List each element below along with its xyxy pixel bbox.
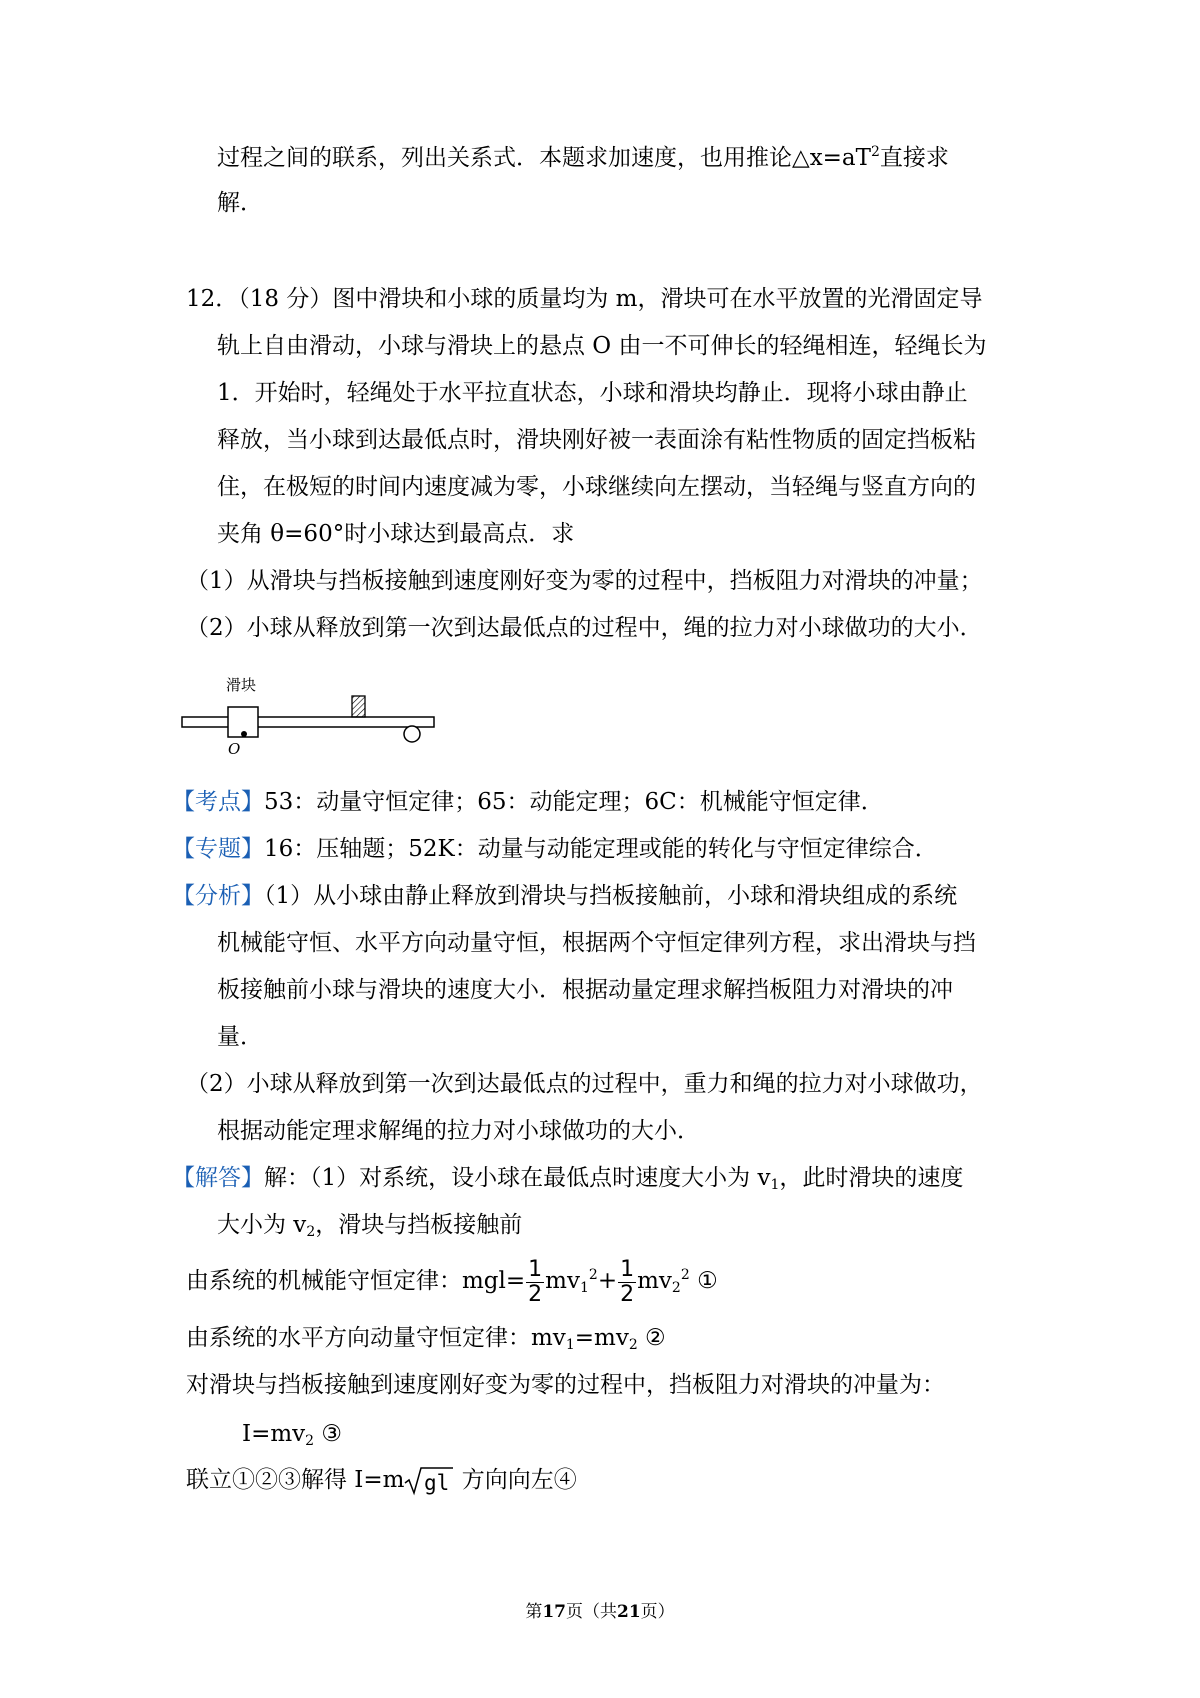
fenxi-line-1 (172, 880, 957, 912)
sub: 2 (306, 1224, 316, 1240)
sup: 2 (680, 1267, 690, 1283)
sub: 2 (305, 1433, 315, 1449)
eq-text: 由系统的水平方向动量守恒定律：mv (186, 1325, 566, 1351)
jieda-text: ，此时滑块的速度 (779, 1165, 964, 1191)
sub: 1 (579, 1280, 589, 1296)
eq-text: 由系统的机械能守恒定律：mgl= (186, 1268, 526, 1294)
jieda-line-2 (217, 1209, 522, 1241)
jieda-text: 解：（1）对系统，设小球在最低点时速度大小为 v (264, 1165, 771, 1191)
zhuanti-line (172, 833, 938, 865)
kaodian-line (172, 786, 884, 818)
sub: 2 (671, 1280, 681, 1296)
sqrt-symbol (404, 1466, 454, 1496)
pivot-label: O (228, 740, 241, 758)
question-line: 释放，当小球到达最低点时，滑块刚好被一表面涂有粘性物质的固定挡板粘 (217, 427, 976, 453)
prev-text: 过程之间的联系，列出关系式．本题求加速度，也用推论△x=aT (217, 145, 871, 171)
rail (182, 717, 434, 727)
footer-text: 第 (525, 1602, 543, 1622)
eq-mark: ② (645, 1325, 666, 1351)
slider-rail-figure (180, 672, 440, 762)
pivot-point (241, 731, 247, 737)
sup: 2 (870, 144, 880, 160)
sub: 2 (628, 1337, 638, 1353)
fraction-half (526, 1258, 544, 1307)
equation-impulse-intro: 对滑块与挡板接触到速度刚好变为零的过程中，挡板阻力对滑块的冲量为： (186, 1372, 945, 1398)
fenxi-tag: 【分析】 (172, 883, 264, 909)
fraction-numerator: 1 (620, 1256, 635, 1282)
jieda-tag: 【解答】 (172, 1165, 264, 1191)
eq-text: mv (545, 1268, 580, 1294)
footer-text: 页（共 (566, 1602, 617, 1622)
sub-question-2: （2）小球从释放到第一次到达最低点的过程中，绳的拉力对小球做功的大小． (186, 615, 983, 641)
kaodian-tag: 【考点】 (172, 789, 264, 815)
fenxi-line-3: 板接触前小球与滑块的速度大小．根据动量定理求解挡板阻力对滑块的冲 (217, 977, 953, 1003)
eq-text: =mv (574, 1325, 629, 1351)
prev-line-2: 解． (217, 190, 263, 216)
fenxi-line-4: 量． (217, 1024, 263, 1050)
footer-text: 页） (640, 1602, 675, 1622)
question-line: 轨上自由滑动，小球与滑块上的悬点 O 由一不可伸长的轻绳相连，轻绳长为 (217, 333, 987, 359)
eq-text: mv (637, 1268, 672, 1294)
ball (404, 726, 420, 742)
equation-momentum (186, 1322, 666, 1354)
eq-text: 方向向左④ (461, 1467, 577, 1493)
sup: 2 (588, 1267, 598, 1283)
sub-question-1: （1）从滑块与挡板接触到速度刚好变为零的过程中，挡板阻力对滑块的冲量； (186, 568, 983, 594)
eq-text: I=mv (242, 1421, 306, 1447)
slider-label: 滑块 (226, 676, 257, 694)
fraction-numerator: 1 (528, 1256, 543, 1282)
question-line: 1．开始时，轻绳处于水平拉直状态，小球和滑块均静止．现将小球由静止 (217, 380, 968, 406)
zhuanti-tag: 【专题】 (172, 836, 264, 862)
fenxi-line-6: 根据动能定理求解绳的拉力对小球做功的大小． (217, 1118, 700, 1144)
page-footer (0, 1600, 1200, 1624)
page-number: 17 (542, 1602, 566, 1622)
prev-text: 直接求 (879, 145, 949, 171)
equation-result (186, 1464, 577, 1496)
question-line: 住，在极短的时间内速度减为零，小球继续向左摆动，当轻绳与竖直方向的 (217, 474, 976, 500)
jieda-line-1 (172, 1162, 963, 1194)
equation-impulse (242, 1418, 342, 1450)
jieda-text: 大小为 v (217, 1212, 307, 1238)
eq-text: 联立①②③解得 I=m (186, 1467, 405, 1493)
fraction-half (618, 1258, 636, 1307)
eq-mark: ① (697, 1268, 718, 1294)
page-total: 21 (617, 1602, 641, 1622)
fraction-denominator: 2 (620, 1281, 635, 1307)
zhuanti-text: 16：压轴题；52K：动量与动能定理或能的转化与守恒定律综合． (264, 836, 938, 862)
fixed-baffle (352, 696, 365, 717)
fenxi-line-5: （2）小球从释放到第一次到达最低点的过程中，重力和绳的拉力对小球做功， (186, 1071, 983, 1097)
question-line: 夹角 θ=60°时小球达到最高点．求 (217, 521, 575, 547)
fenxi-text: （1）从小球由静止释放到滑块与挡板接触前，小球和滑块组成的系统 (264, 883, 958, 909)
prev-line-1 (217, 142, 949, 174)
fraction-denominator: 2 (528, 1281, 543, 1307)
sub: 1 (770, 1177, 780, 1193)
fenxi-line-2: 机械能守恒、水平方向动量守恒，根据两个守恒定律列方程，求出滑块与挡 (217, 930, 976, 956)
radicand: gl (424, 1471, 450, 1495)
equation-energy (186, 1255, 718, 1307)
question-line: 12．（18 分）图中滑块和小球的质量均为 m，滑块可在水平放置的光滑固定导 (186, 286, 983, 312)
sub: 1 (565, 1337, 575, 1353)
eq-text: + (597, 1268, 618, 1294)
eq-mark: ③ (321, 1421, 343, 1447)
jieda-text: ，滑块与挡板接触前 (315, 1212, 523, 1238)
kaodian-text: 53：动量守恒定律；65：动能定理；6C：机械能守恒定律． (264, 789, 884, 815)
